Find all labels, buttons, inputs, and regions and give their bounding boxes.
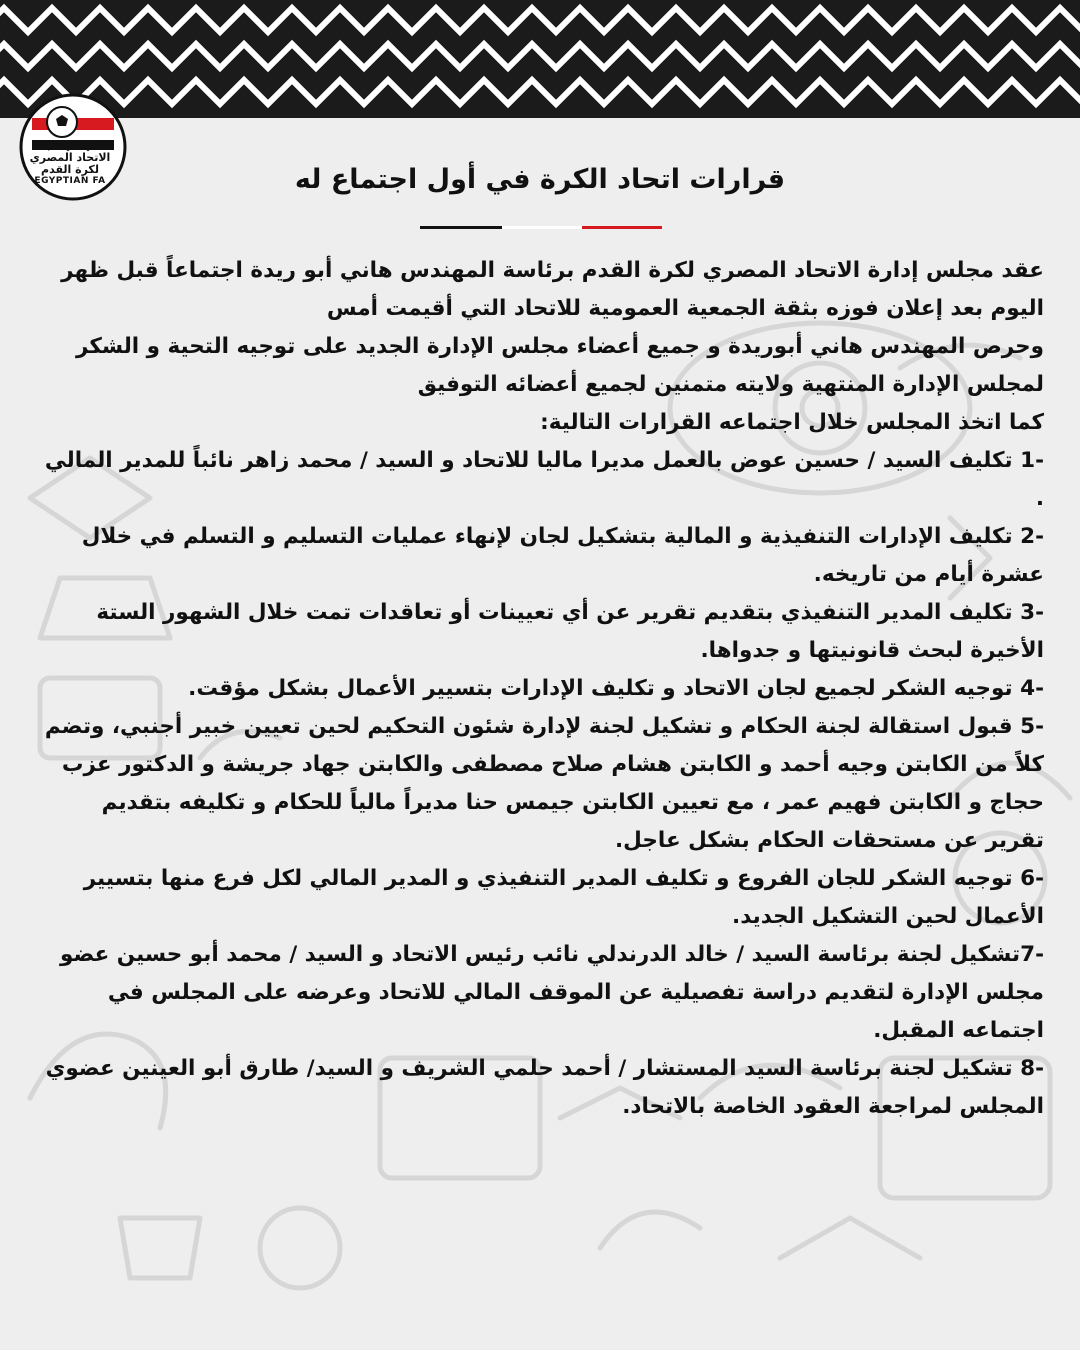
paragraph-decisions-heading: كما اتخذ المجلس خلال اجتماعه القرارات التالية: (540, 410, 1044, 435)
zigzag-pattern-top (0, 0, 1080, 120)
decision-4: -4 توجيه الشكر لجميع لجان الاتحاد و تكليف الإدارات بتسيير الأعمال بشكل مؤقت. (188, 676, 1044, 701)
logo-english-text: EGYPTIAN FA (34, 176, 106, 187)
title-underline-black (420, 226, 502, 229)
decision-2: -2 تكليف الإدارات التنفيذية و المالية بتشكيل لجان لإنهاء عمليات التسليم و التسلم في خلال عشرة أيام من تاريخه. (81, 524, 1044, 587)
decision-3: -3 تكليف المدير التنفيذي بتقديم تقرير عن أي تعيينات أو تعاقدات تمت خلال الشهور الستة الأخيرة لبحث قانونيتها و جدواها. (96, 600, 1044, 663)
football-icon (47, 107, 77, 137)
page-title: قرارات اتحاد الكرة في أول اجتماع له (294, 164, 786, 195)
decision-6: -6 توجيه الشكر للجان الفروع و تكليف المدير التنفيذي و المدير المالي لكل فرع منها بتسيير الأعمال لحين التشكيل الجديد. (83, 866, 1044, 929)
title-underline-white (502, 226, 582, 229)
title-underline-red (582, 226, 662, 229)
paragraph-thanks: وحرص المهندس هاني أبوريدة و جميع أعضاء مجلس الإدارة الجديد على توجيه التحية و الشكر لمجلس الإدارة المنتهية ولايته متمنين لجميع أعضائه التوفيق (75, 334, 1044, 397)
logo-caption (22, 152, 118, 187)
decision-8: -8 تشكيل لجنة برئاسة السيد المستشار / أحمد حلمي الشريف و السيد/ طارق أبو العينين عضوي المجلس لمراجعة العقود الخاصة بالاتحاد. (45, 1056, 1044, 1119)
paragraph-intro: عقد مجلس إدارة الاتحاد المصري لكرة القدم برئاسة المهندس هاني أبو ريدة اجتماعاً قبل ظهر اليوم بعد إعلان فوزه بثقة الجمعية العمومية للاتحاد التي أقيمت أمس (61, 258, 1044, 321)
article-body (40, 252, 1044, 1126)
decision-7: -7تشكيل لجنة برئاسة السيد / خالد الدرندلي نائب رئيس الاتحاد و السيد / محمد أبو حسين عضو مجلس الإدارة لتقديم دراسة تفصيلية عن الموقف المالي للاتحاد وعرضه على المجلس في اجتماعه المقبل. (59, 942, 1044, 1043)
logo-arabic-text: الاتحاد المصري لكرة القدم (29, 151, 111, 176)
decision-5: -5 قبول استقالة لجنة الحكام و تشكيل لجنة لإدارة شئون التحكيم لحين تعيين خبير أجنبي، وتضم كلاً من الكابتن وجيه أحمد و الكابتن هشام صلاح مصطفى والكابتن جهاد جريشة و الدكتور عزب حجاج و الكابتن فهيم عمر ، مع تعيين الكابتن جيمس حنا مديراً مالياً للحكام و تكليفه بتقديم تقرير عن مستحقات الحكام بشكل عاجل. (44, 714, 1044, 853)
decision-1: -1 تكليف السيد / حسين عوض بالعمل مديرا ماليا للاتحاد و السيد / محمد زاهر نائباً للمدير المالي . (44, 448, 1044, 511)
